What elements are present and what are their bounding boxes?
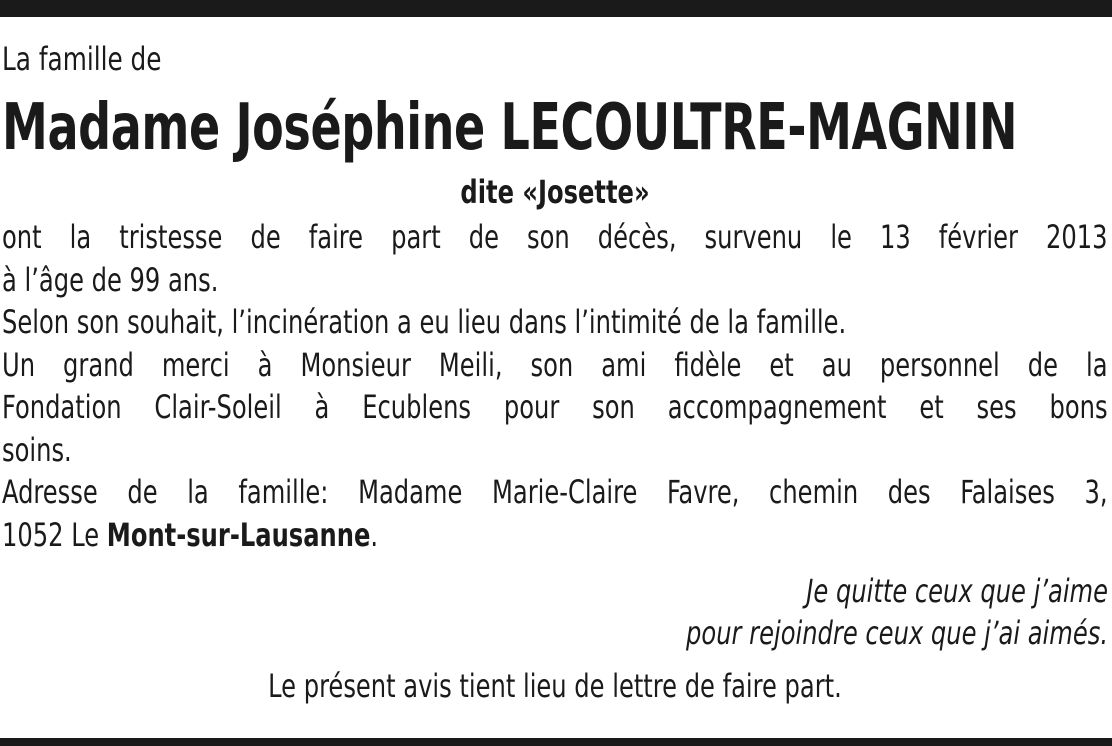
thanks-paragraph — [2, 344, 1108, 472]
intro-text: La famille de — [2, 40, 162, 78]
quote-line-2: pour rejoindre ceux que j’ai aimés. — [686, 614, 1108, 652]
quote-line-1: Je quitte ceux que j’aime — [806, 572, 1108, 610]
death-announcement — [2, 216, 1108, 301]
address-postcode: 1052 Le — [2, 515, 107, 554]
cremation-line: Selon son souhait, l’incinération a eu lieu dans l’intimité de la famille. — [2, 303, 847, 341]
cremation-note — [2, 301, 1108, 344]
notice-body — [2, 216, 1108, 556]
address-line-2 — [2, 514, 1108, 557]
address-period: . — [370, 515, 379, 554]
deceased-nickname: dite «Josette» — [460, 173, 650, 211]
thanks-line-3: soins. — [2, 430, 72, 469]
address-place: Mont-sur-Lausanne — [106, 515, 371, 554]
death-line-1: ont la tristesse de faire part de son décès, survenu le 13 février 2013 — [2, 218, 1108, 256]
bottom-border-rule — [0, 738, 1112, 746]
footer-note: Le présent avis tient lieu de lettre de faire part. — [268, 667, 842, 705]
thanks-line-1: Un grand merci à Monsieur Meili, son ami fidèle et au personnel de la — [2, 345, 1108, 384]
death-line-2: à l’âge de 99 ans. — [2, 260, 219, 299]
address-line-1: Adresse de la famille: Madame Marie-Claire Favre, chemin des Falaises 3, — [2, 473, 1108, 511]
thanks-line-2: Fondation Clair-Soleil à Ecublens pour son accompagnement et ses bons — [2, 388, 1108, 426]
quote-block — [2, 570, 1108, 654]
family-address — [2, 471, 1108, 556]
deceased-name: Madame Joséphine LECOULTRE-MAGNIN — [2, 91, 1018, 165]
obituary-notice — [2, 36, 1108, 708]
top-border-rule — [0, 0, 1112, 17]
